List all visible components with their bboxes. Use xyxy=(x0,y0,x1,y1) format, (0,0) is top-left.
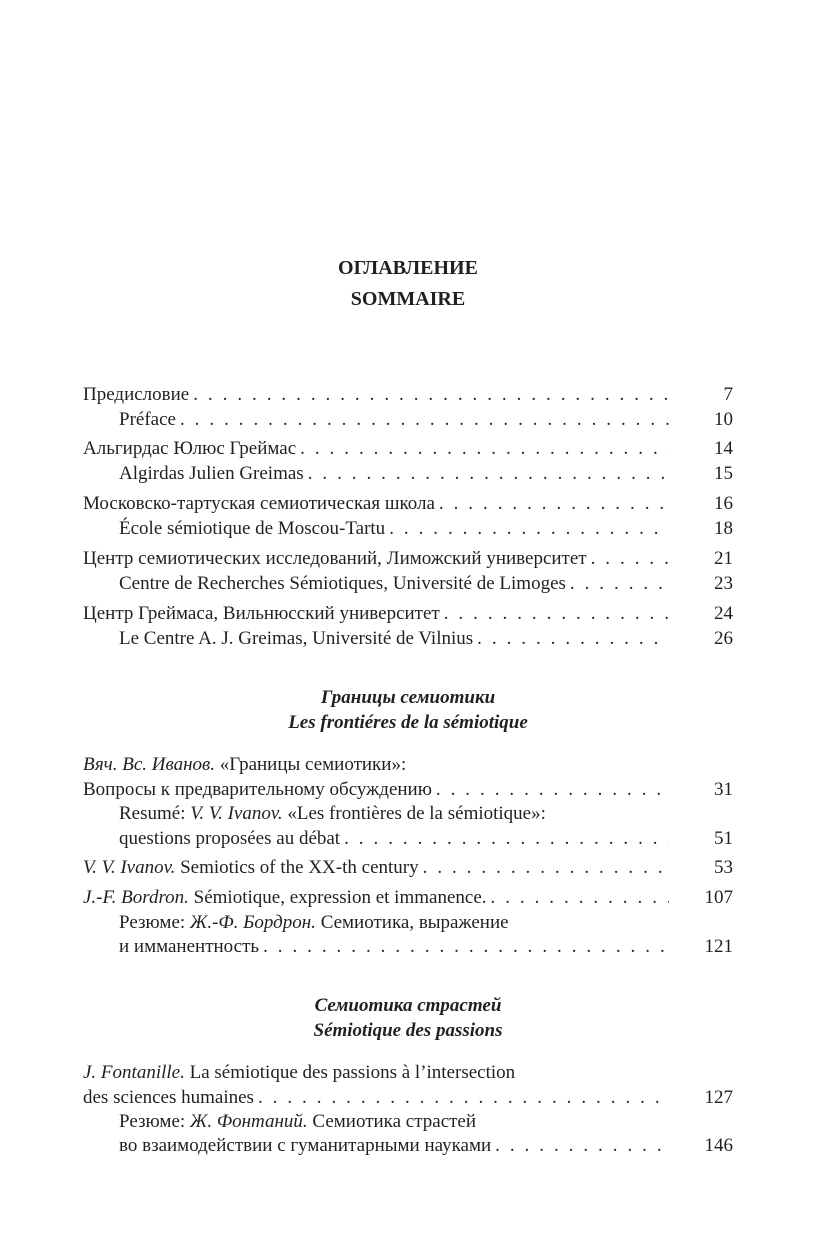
toc-entry[interactable] xyxy=(83,601,733,626)
entry-title: Альгирдас Юлюс Греймас xyxy=(83,438,297,459)
section-heading-fr: Sémiotique des passions xyxy=(313,1020,503,1041)
entry-author: Вяч. Вс. Иванов. xyxy=(83,754,216,775)
page-number: 107 xyxy=(704,887,733,908)
page-number: 18 xyxy=(714,518,733,539)
toc-entry[interactable] xyxy=(83,516,733,541)
toc-entry-line[interactable] xyxy=(83,1060,733,1085)
entry-author: Ж.-Ф. Бордрон. xyxy=(189,912,316,933)
entry-title: Семиотика, выражение xyxy=(315,912,509,933)
toc-entry[interactable] xyxy=(83,934,733,959)
entry-title: Préface xyxy=(119,409,176,430)
toc-entry-line[interactable] xyxy=(83,910,733,935)
entry-title: Семиотика страстей xyxy=(307,1111,477,1132)
entry-author: J. Fontanille. xyxy=(83,1062,185,1083)
dot-leader xyxy=(263,934,669,959)
dot-leader xyxy=(495,1133,669,1158)
page-title-ru: ОГЛАВЛЕНИЕ xyxy=(338,257,478,279)
page-number: 23 xyxy=(714,573,733,594)
entry-title: Предисловие xyxy=(83,384,190,405)
entry-title: Sémiotique, expression et immanence. xyxy=(188,887,487,908)
toc-entry-line[interactable] xyxy=(83,801,733,826)
entry-title: Московско-тартуская семиотическая школа xyxy=(83,493,435,514)
toc-entry[interactable] xyxy=(83,436,733,461)
entry-title: Центр Греймаса, Вильнюсский университет xyxy=(83,603,440,624)
entry-title: La sémiotique des passions à l’intersection xyxy=(184,1062,516,1083)
entry-title: Semiotics of the XX-th century xyxy=(175,857,419,878)
dot-leader xyxy=(180,407,669,432)
section-heading-ru: Семиотика страстей xyxy=(314,995,502,1016)
dot-leader xyxy=(193,382,669,407)
page-number: 51 xyxy=(714,828,733,849)
toc-entry[interactable] xyxy=(83,626,733,651)
section-heading-fr: Les frontiéres de la sémiotique xyxy=(288,712,528,733)
dot-leader xyxy=(491,885,670,910)
entry-author: Ж. Фонтаний. xyxy=(189,1111,308,1132)
toc-entry[interactable] xyxy=(83,461,733,486)
page-number: 146 xyxy=(704,1135,733,1156)
entry-title-cont: des sciences humaines xyxy=(83,1087,254,1108)
entry-author: V. V. Ivanov. xyxy=(190,803,283,824)
entry-title: Centre de Recherches Sémiotiques, Université de Limoges xyxy=(119,573,566,594)
page-number: 21 xyxy=(714,548,733,569)
page-title-fr: SOMMAIRE xyxy=(350,288,466,310)
entry-prefix: Resumé: xyxy=(119,803,191,824)
toc-entry-line[interactable] xyxy=(83,752,733,777)
dot-leader xyxy=(570,571,669,596)
entry-title: «Les frontières de la sémiotique»: xyxy=(282,803,546,824)
dot-leader xyxy=(308,461,669,486)
dot-leader xyxy=(436,777,669,802)
toc-entry[interactable] xyxy=(83,546,733,571)
toc-entry[interactable] xyxy=(83,491,733,516)
entry-title-cont: Вопросы к предварительному обсуждению xyxy=(83,779,432,800)
entry-title-cont: во взаимодействии с гуманитарными науками xyxy=(119,1135,492,1156)
entry-author: V. V. Ivanov. xyxy=(83,857,176,878)
page-number: 10 xyxy=(714,409,733,430)
toc-page xyxy=(83,0,733,1241)
entry-title: École sémiotique de Moscou-Tartu xyxy=(119,518,386,539)
toc-entry[interactable] xyxy=(83,1085,733,1110)
entry-prefix: Резюме: xyxy=(119,1111,190,1132)
dot-leader xyxy=(389,516,669,541)
page-number: 15 xyxy=(714,463,733,484)
toc-entry[interactable] xyxy=(83,826,733,851)
entry-title: Algirdas Julien Greimas xyxy=(119,463,304,484)
dot-leader xyxy=(591,546,669,571)
page-number: 14 xyxy=(714,438,733,459)
entry-title-cont: и имманентность xyxy=(119,936,260,957)
toc-entry[interactable] xyxy=(83,407,733,432)
dot-leader xyxy=(258,1085,669,1110)
toc-entry[interactable] xyxy=(83,571,733,596)
toc-entry[interactable] xyxy=(83,855,733,880)
page-number: 24 xyxy=(714,603,733,624)
entry-author: J.-F. Bordron. xyxy=(83,887,189,908)
dot-leader xyxy=(477,626,669,651)
entry-title: «Границы семиотики»: xyxy=(215,754,407,775)
dot-leader xyxy=(423,855,669,880)
page-number: 127 xyxy=(704,1087,733,1108)
toc-entry[interactable] xyxy=(83,885,733,910)
dot-leader xyxy=(344,826,669,851)
page-number: 16 xyxy=(714,493,733,514)
page-number: 31 xyxy=(714,779,733,800)
dot-leader xyxy=(300,436,669,461)
toc-entry-line[interactable] xyxy=(83,1109,733,1134)
page-number: 7 xyxy=(723,384,733,405)
entry-title: Центр семиотических исследований, Лиможский университет xyxy=(83,548,587,569)
page-number: 121 xyxy=(704,936,733,957)
entry-prefix: Резюме: xyxy=(119,912,190,933)
section-heading-ru: Границы семиотики xyxy=(320,687,496,708)
page-number: 26 xyxy=(714,628,733,649)
dot-leader xyxy=(439,491,669,516)
page-number: 53 xyxy=(714,857,733,878)
toc-entry[interactable] xyxy=(83,382,733,407)
toc-entry[interactable] xyxy=(83,777,733,802)
dot-leader xyxy=(444,601,669,626)
entry-title-cont: questions proposées au débat xyxy=(119,828,341,849)
toc-entry[interactable] xyxy=(83,1133,733,1158)
entry-title: Le Centre A. J. Greimas, Université de Vilnius xyxy=(119,628,474,649)
